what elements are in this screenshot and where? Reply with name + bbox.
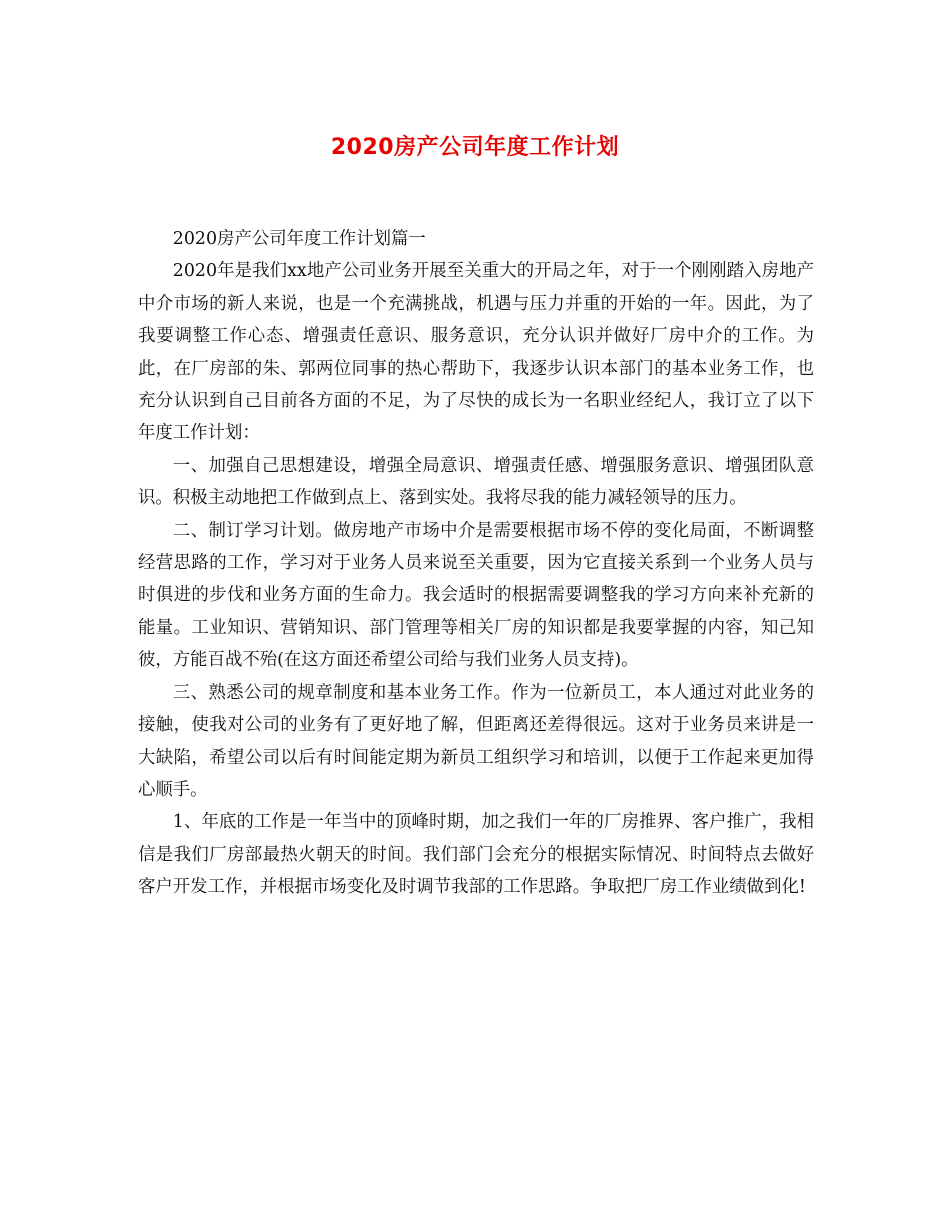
section-heading: 2020房产公司年度工作计划篇一 (172, 229, 426, 249)
document-body (138, 223, 814, 904)
page-title: 2020房产公司年度工作计划 (330, 135, 620, 160)
paragraph-item-1: 1、年底的工作是一年当中的顶峰时期，加之我们一年的厂房推界、客户推广，我相信是我们厂房部最热火朝天的时间。我们部门会充分的根据实际情况、时间特点去做好客户开发工作，并根据市场变化及时调节我部的工作思路。争取把厂房工作业绩做到化! (138, 812, 814, 898)
paragraph-point-3: 三、熟悉公司的规章制度和基本业务工作。作为一位新员工，本人通过对此业务的接触，使我对公司的业务有了更好地了解，但距离还差得很远。这对于业务员来讲是一大缺陷，希望公司以后有时间能定期为新员工组织学习和培训，以便于工作起来更加得心顺手。 (138, 682, 814, 800)
paragraph-intro: 2020年是我们xx地产公司业务开展至关重大的开局之年，对于一个刚刚踏入房地产中介市场的新人来说，也是一个充满挑战，机遇与压力并重的开始的一年。因此，为了我要调整工作心态、增强责任意识、服务意识，充分认识并做好厂房中介的工作。为此，在厂房部的朱、郭两位同事的热心帮助下，我逐步认识本部门的基本业务工作，也充分认识到自己目前各方面的不足，为了尽快的成长为一名职业经纪人，我订立了以下年度工作计划： (138, 261, 814, 444)
paragraph-point-2: 二、制订学习计划。做房地产市场中介是需要根据市场不停的变化局面，不断调整经营思路的工作，学习对于业务人员来说至关重要，因为它直接关系到一个业务人员与时俱进的步伐和业务方面的生命力。我会适时的根据需要调整我的学习方向来补充新的能量。工业知识、营销知识、部门管理等相关厂房的知识都是我要掌握的内容，知己知彼，方能百战不殆(在这方面还希望公司给与我们业务人员支持)。 (138, 520, 814, 671)
paragraph-point-1: 一、加强自己思想建设，增强全局意识、增强责任感、增强服务意识、增强团队意识。积极主动地把工作做到点上、落到实处。我将尽我的能力减轻领导的压力。 (138, 455, 814, 509)
